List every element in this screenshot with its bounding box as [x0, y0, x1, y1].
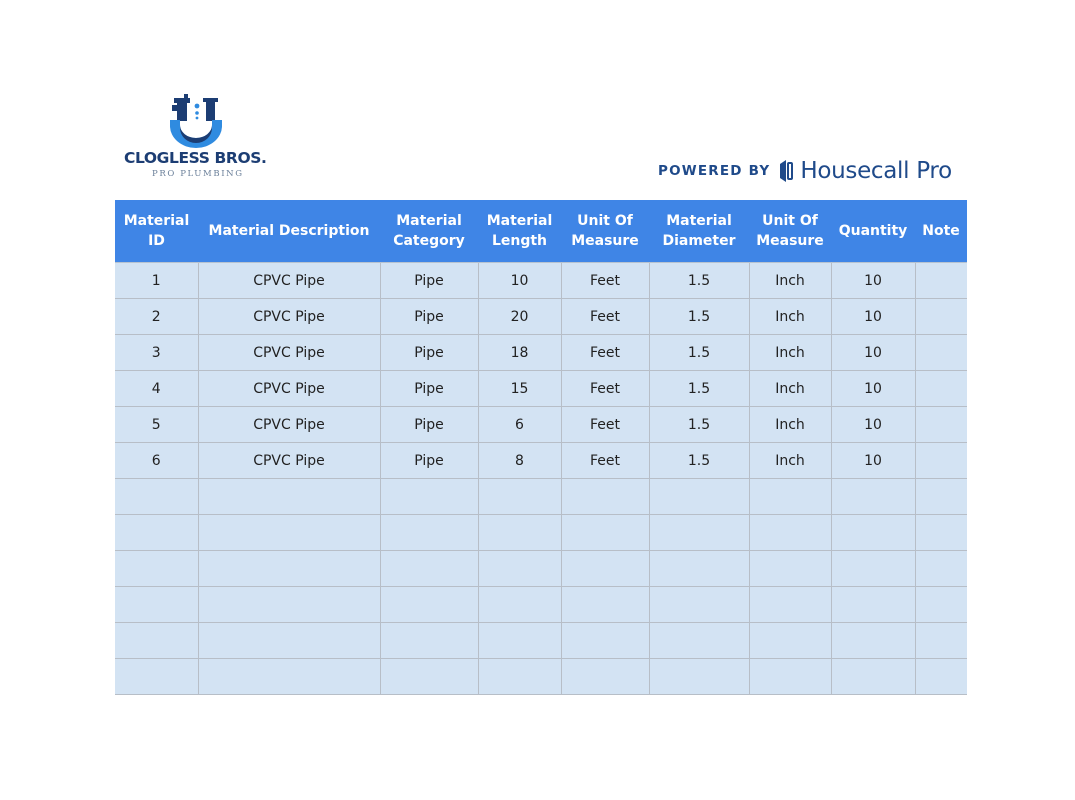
cell-material-id[interactable]: [115, 479, 198, 515]
table-row: [115, 623, 967, 659]
table-row: [115, 515, 967, 551]
cell-diameter-unit[interactable]: Inch: [749, 407, 831, 443]
company-logo: [118, 92, 278, 184]
cell-material-category[interactable]: [380, 659, 478, 695]
cell-note[interactable]: [915, 479, 967, 515]
cell-note[interactable]: [915, 263, 967, 299]
cell-material-description[interactable]: CPVC Pipe: [198, 335, 380, 371]
cell-material-length[interactable]: 10: [478, 263, 561, 299]
cell-material-length[interactable]: 8: [478, 443, 561, 479]
cell-note[interactable]: [915, 551, 967, 587]
cell-length-unit[interactable]: [561, 515, 649, 551]
cell-diameter-unit[interactable]: [749, 551, 831, 587]
cell-material-category[interactable]: [380, 551, 478, 587]
cell-diameter-unit[interactable]: Inch: [749, 443, 831, 479]
cell-length-unit[interactable]: [561, 623, 649, 659]
cell-material-category[interactable]: Pipe: [380, 407, 478, 443]
cell-material-id[interactable]: [115, 659, 198, 695]
table-row: [115, 335, 967, 371]
table-row: [115, 479, 967, 515]
table-row: [115, 587, 967, 623]
cell-material-description[interactable]: [198, 659, 380, 695]
cell-note[interactable]: [915, 335, 967, 371]
company-name: CLOGLESS BROS.: [124, 149, 267, 167]
cell-quantity[interactable]: [831, 479, 915, 515]
housecall-pro-name: Housecall Pro: [800, 158, 952, 184]
cell-material-category[interactable]: [380, 515, 478, 551]
cell-material-id[interactable]: 3: [115, 335, 198, 371]
cell-material-diameter[interactable]: 1.5: [649, 299, 749, 335]
table-row: [115, 263, 967, 299]
cell-material-id[interactable]: 4: [115, 371, 198, 407]
cell-material-category[interactable]: Pipe: [380, 299, 478, 335]
cell-material-description[interactable]: CPVC Pipe: [198, 299, 380, 335]
cell-material-id[interactable]: 6: [115, 443, 198, 479]
cell-quantity[interactable]: [831, 659, 915, 695]
cell-material-diameter[interactable]: 1.5: [649, 443, 749, 479]
cell-diameter-unit[interactable]: Inch: [749, 371, 831, 407]
header-col-material-id: Material ID: [115, 200, 198, 263]
cell-length-unit[interactable]: Feet: [561, 335, 649, 371]
cell-material-length[interactable]: [478, 551, 561, 587]
cell-quantity[interactable]: [831, 551, 915, 587]
cell-material-description[interactable]: CPVC Pipe: [198, 443, 380, 479]
cell-material-length[interactable]: 20: [478, 299, 561, 335]
table-row: [115, 659, 967, 695]
cell-material-description[interactable]: CPVC Pipe: [198, 407, 380, 443]
cell-material-id[interactable]: 5: [115, 407, 198, 443]
cell-quantity[interactable]: [831, 623, 915, 659]
cell-quantity[interactable]: [831, 515, 915, 551]
cell-material-diameter[interactable]: 1.5: [649, 263, 749, 299]
cell-quantity[interactable]: 10: [831, 263, 915, 299]
header-col-material-length: Material Length: [478, 200, 561, 263]
cell-diameter-unit[interactable]: Inch: [749, 263, 831, 299]
table-body: [115, 263, 967, 695]
cell-material-length[interactable]: [478, 659, 561, 695]
cell-material-diameter[interactable]: [649, 551, 749, 587]
cell-material-description[interactable]: [198, 479, 380, 515]
cell-quantity[interactable]: 10: [831, 407, 915, 443]
header-col-material-diameter: Material Diameter: [649, 200, 749, 263]
cell-material-description[interactable]: [198, 623, 380, 659]
cell-quantity[interactable]: 10: [831, 443, 915, 479]
cell-diameter-unit[interactable]: [749, 479, 831, 515]
cell-quantity[interactable]: 10: [831, 335, 915, 371]
cell-material-description[interactable]: [198, 551, 380, 587]
cell-material-description[interactable]: CPVC Pipe: [198, 371, 380, 407]
cell-material-id[interactable]: [115, 551, 198, 587]
cell-length-unit[interactable]: Feet: [561, 407, 649, 443]
table-header: [115, 200, 967, 263]
materials-table: [115, 200, 967, 695]
table-row: [115, 407, 967, 443]
header-col-material-description: Material Description: [198, 200, 380, 263]
cell-note[interactable]: [915, 443, 967, 479]
table-row: [115, 371, 967, 407]
plumbing-pipe-icon: [166, 92, 226, 150]
table-row: [115, 299, 967, 335]
cell-material-length[interactable]: 6: [478, 407, 561, 443]
header-row: [115, 200, 967, 263]
cell-length-unit[interactable]: [561, 587, 649, 623]
cell-length-unit[interactable]: [561, 659, 649, 695]
cell-material-length[interactable]: [478, 623, 561, 659]
cell-note[interactable]: [915, 371, 967, 407]
cell-quantity[interactable]: 10: [831, 371, 915, 407]
cell-material-id[interactable]: 2: [115, 299, 198, 335]
cell-diameter-unit[interactable]: [749, 515, 831, 551]
cell-material-diameter[interactable]: [649, 515, 749, 551]
cell-note[interactable]: [915, 407, 967, 443]
cell-material-length[interactable]: [478, 587, 561, 623]
powered-by-badge: [658, 154, 952, 188]
cell-material-diameter[interactable]: 1.5: [649, 371, 749, 407]
cell-length-unit[interactable]: Feet: [561, 371, 649, 407]
cell-material-id[interactable]: 1: [115, 263, 198, 299]
cell-note[interactable]: [915, 299, 967, 335]
cell-material-category[interactable]: [380, 479, 478, 515]
cell-diameter-unit[interactable]: Inch: [749, 299, 831, 335]
cell-material-category[interactable]: Pipe: [380, 371, 478, 407]
cell-note[interactable]: [915, 587, 967, 623]
cell-material-diameter[interactable]: 1.5: [649, 335, 749, 371]
cell-note[interactable]: [915, 623, 967, 659]
cell-length-unit[interactable]: Feet: [561, 443, 649, 479]
cell-material-category[interactable]: [380, 623, 478, 659]
cell-material-category[interactable]: Pipe: [380, 263, 478, 299]
cell-length-unit[interactable]: [561, 479, 649, 515]
cell-length-unit[interactable]: Feet: [561, 299, 649, 335]
cell-quantity[interactable]: 10: [831, 299, 915, 335]
cell-material-id[interactable]: [115, 587, 198, 623]
cell-material-length[interactable]: [478, 515, 561, 551]
header-col-length-unit: Unit Of Measure: [561, 200, 649, 263]
cell-note[interactable]: [915, 515, 967, 551]
cell-length-unit[interactable]: [561, 551, 649, 587]
cell-material-id[interactable]: [115, 623, 198, 659]
cell-material-category[interactable]: [380, 587, 478, 623]
housecall-pro-icon: [778, 159, 794, 183]
cell-material-diameter[interactable]: [649, 623, 749, 659]
cell-diameter-unit[interactable]: [749, 587, 831, 623]
cell-material-diameter[interactable]: [649, 479, 749, 515]
cell-material-diameter[interactable]: 1.5: [649, 407, 749, 443]
cell-diameter-unit[interactable]: [749, 623, 831, 659]
cell-note[interactable]: [915, 659, 967, 695]
table-row: [115, 443, 967, 479]
cell-material-length[interactable]: 15: [478, 371, 561, 407]
cell-material-diameter[interactable]: [649, 659, 749, 695]
header-col-note: Note: [915, 200, 967, 263]
header-col-quantity: Quantity: [831, 200, 915, 263]
cell-material-length[interactable]: [478, 479, 561, 515]
header-col-material-category: Material Category: [380, 200, 478, 263]
cell-material-description[interactable]: CPVC Pipe: [198, 263, 380, 299]
cell-diameter-unit[interactable]: [749, 659, 831, 695]
cell-material-length[interactable]: 18: [478, 335, 561, 371]
header-col-diameter-unit: Unit Of Measure: [749, 200, 831, 263]
cell-material-diameter[interactable]: [649, 587, 749, 623]
cell-material-description[interactable]: [198, 515, 380, 551]
cell-diameter-unit[interactable]: Inch: [749, 335, 831, 371]
powered-by-label: POWERED BY: [658, 163, 771, 179]
cell-material-id[interactable]: [115, 515, 198, 551]
cell-quantity[interactable]: [831, 587, 915, 623]
company-tagline: PRO PLUMBING: [152, 169, 244, 179]
cell-material-category[interactable]: Pipe: [380, 335, 478, 371]
cell-length-unit[interactable]: Feet: [561, 263, 649, 299]
cell-material-category[interactable]: Pipe: [380, 443, 478, 479]
table-row: [115, 551, 967, 587]
cell-material-description[interactable]: [198, 587, 380, 623]
